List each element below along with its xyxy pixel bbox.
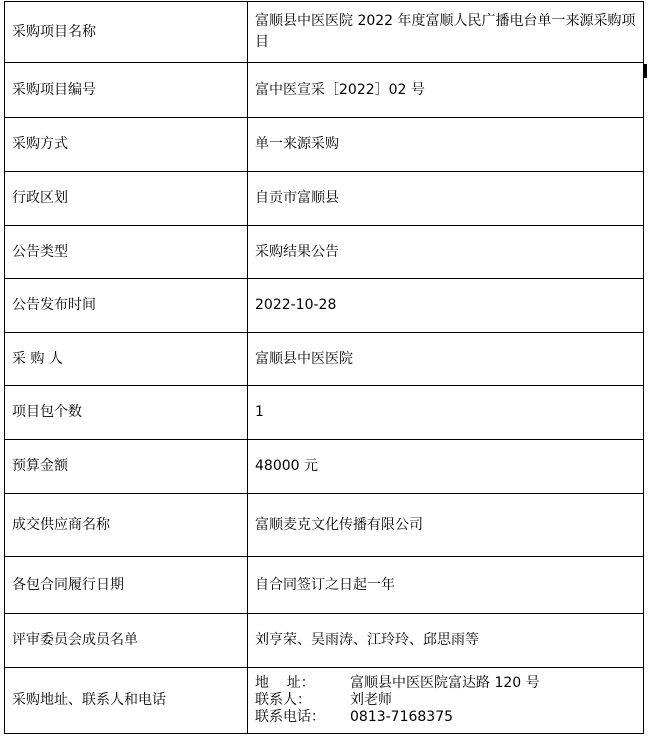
contact-person-key: 联系人： (255, 692, 311, 708)
row-value: 单一来源采购 (248, 118, 644, 172)
table-row (5, 333, 644, 386)
table-row (5, 172, 644, 226)
row-label: 公告发布时间 (5, 279, 248, 333)
row-label: 采购项目名称 (5, 2, 248, 63)
row-value: 2022-10-28 (248, 279, 644, 333)
table-row (5, 63, 644, 118)
row-value: 富顺县中医医院 2022 年度富顺人民广播电台单一来源采购项目 (248, 2, 644, 63)
row-label: 采 购 人 (5, 333, 248, 386)
row-value: 48000 元 (248, 440, 644, 494)
table-row (5, 557, 644, 614)
row-value: 富顺麦克文化传播有限公司 (248, 494, 644, 557)
row-label: 评审委员会成员名单 (5, 614, 248, 668)
procurement-info-table (4, 1, 644, 734)
row-label: 各包合同履行日期 (5, 557, 248, 614)
row-value: 采购结果公告 (248, 226, 644, 279)
row-label: 采购方式 (5, 118, 248, 172)
row-label: 采购项目编号 (5, 63, 248, 118)
row-label: 成交供应商名称 (5, 494, 248, 557)
row-label: 预算金额 (5, 440, 248, 494)
table-row (5, 2, 644, 63)
table-row (5, 494, 644, 557)
phone-line (255, 709, 636, 726)
table-row-contact (5, 668, 644, 734)
table-row (5, 226, 644, 279)
phone-key: 联系电话： (255, 709, 325, 725)
row-value: 自合同签订之日起一年 (248, 557, 644, 614)
address-key: 地 址： (255, 675, 315, 691)
row-value: 刘亨荣、吴雨涛、江玲玲、邱思雨等 (248, 614, 644, 668)
table-row (5, 614, 644, 668)
row-label: 项目包个数 (5, 386, 248, 440)
table-row (5, 118, 644, 172)
contact-person-line (255, 692, 636, 709)
row-label: 公告类型 (5, 226, 248, 279)
contact-value-cell (248, 668, 644, 734)
row-value: 富顺县中医医院 (248, 333, 644, 386)
address-line (255, 675, 636, 692)
row-value: 1 (248, 386, 644, 440)
row-label: 行政区划 (5, 172, 248, 226)
table-row (5, 279, 644, 333)
phone-value: 0813-7168375 (350, 709, 454, 725)
table-row (5, 386, 644, 440)
edge-marker (644, 64, 647, 78)
table-row (5, 440, 644, 494)
row-value: 富中医宣采［2022］02 号 (248, 63, 644, 118)
address-value: 富顺县中医医院富达路 120 号 (350, 675, 540, 691)
contact-person-value: 刘老师 (350, 692, 392, 708)
row-label: 采购地址、联系人和电话 (5, 668, 248, 734)
row-value: 自贡市富顺县 (248, 172, 644, 226)
